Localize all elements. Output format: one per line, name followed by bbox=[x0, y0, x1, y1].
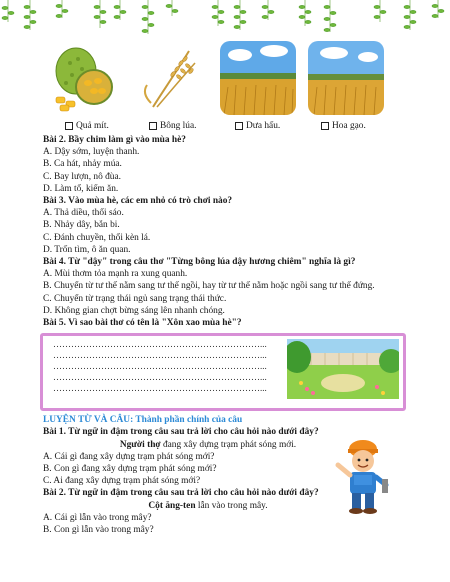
garden-scene-image bbox=[287, 339, 399, 399]
answer-option: A. Mùi thơm tỏa mạnh ra xung quanh. bbox=[43, 269, 188, 280]
answer-line[interactable]: ……………………………………………………………... bbox=[53, 361, 267, 372]
question-5-title: Bài 5. Vì sao bài thơ có tên là "Xôn xao mùa hè"? bbox=[43, 318, 242, 329]
question-3-title: Bài 3. Vào mùa hè, các em nhỏ có trò chơi nào? bbox=[43, 196, 233, 207]
answer-option: A. Thả diều, thổi sáo. bbox=[43, 208, 124, 219]
answer-line[interactable]: ……………………………………………………………... bbox=[53, 372, 267, 383]
answer-box bbox=[40, 333, 406, 411]
leaf-garland-decoration bbox=[0, 0, 450, 40]
answer-option: C. Chuyển từ trạng thái ngủ sang trạng thái thức. bbox=[43, 293, 227, 304]
checkbox-icon[interactable] bbox=[149, 122, 157, 130]
bold-phrase: Cột ăng-ten bbox=[148, 500, 196, 511]
checkbox-icon[interactable] bbox=[65, 122, 73, 130]
option-watermelon[interactable]: Dưa hấu. bbox=[235, 121, 280, 131]
option-kapok-flower[interactable]: Hoa gạo. bbox=[321, 121, 366, 131]
answer-line[interactable]: ……………………………………………………………... bbox=[53, 383, 267, 394]
answer-lines[interactable] bbox=[53, 339, 279, 394]
answer-option: C. Ai đang xây dựng trạm phát sóng mới? bbox=[43, 476, 201, 487]
answer-option: B. Con gì đang xây dựng trạm phát sóng mới? bbox=[43, 464, 217, 475]
answer-option: A. Cái gì lẫn vào trong mây? bbox=[43, 512, 152, 523]
worker-cartoon-image bbox=[330, 435, 396, 515]
answer-option: D. Không gian chợt bừng sáng lên nhanh chóng. bbox=[43, 305, 225, 316]
checkbox-icon[interactable] bbox=[235, 122, 243, 130]
checkbox-icon[interactable] bbox=[321, 122, 329, 130]
answer-option: C. Bay lượn, nô đùa. bbox=[43, 171, 122, 182]
answer-option: B. Chuyển từ tư thế nằm sang tư thế ngồi, hay từ tư thế nằm hoặc ngồi sang tư thế đứng. bbox=[43, 281, 375, 292]
question-4-title: Bài 4. Từ "dậy" trong câu thơ "Từng bông lúa dậy hương chiêm" nghĩa là gì? bbox=[43, 257, 356, 268]
option-rice-stalk[interactable]: Bông lúa. bbox=[149, 121, 196, 131]
sentence-rest: đang xây dựng trạm phát sóng mới. bbox=[160, 439, 297, 450]
answer-line[interactable]: ……………………………………………………………... bbox=[53, 339, 267, 350]
answer-option: A. Dậy sớm, luyện thanh. bbox=[43, 147, 140, 158]
section-title: LUYỆN TỪ VÀ CÂU: Thành phần chính của câu bbox=[43, 415, 243, 426]
answer-option: B. Con gì lẫn vào trong mây? bbox=[43, 525, 154, 536]
jackfruit-image bbox=[46, 41, 122, 115]
answer-option: C. Đánh chuyền, thổi kèn lá. bbox=[43, 232, 151, 243]
option-jackfruit[interactable]: Quả mít. bbox=[65, 121, 109, 131]
answer-line[interactable]: ……………………………………………………………... bbox=[53, 350, 267, 361]
rice-stalk-image bbox=[133, 41, 209, 115]
answer-option: B. Nhảy dây, bắn bi. bbox=[43, 220, 120, 231]
question-2-title: Bài 2. Bầy chim làm gì vào mùa hè? bbox=[43, 135, 186, 145]
sentence-rest: lẫn vào trong mây. bbox=[195, 500, 268, 511]
rice-field-image bbox=[220, 41, 296, 115]
picture-options bbox=[0, 121, 450, 133]
part2-question-2-title: Bài 2. Từ ngữ in đậm trong câu sau trả lời cho câu hỏi nào dưới đây? bbox=[43, 488, 319, 499]
answer-option: D. Trốn tìm, ô ăn quan. bbox=[43, 244, 131, 255]
answer-option: B. Ca hát, nhảy múa. bbox=[43, 159, 122, 170]
answer-option: D. Làm tổ, kiếm ăn. bbox=[43, 183, 119, 194]
rice-field-image-2 bbox=[308, 41, 384, 115]
picture-row bbox=[46, 41, 396, 115]
part2-question-1-title: Bài 1. Từ ngữ in đậm trong câu sau trả lời cho câu hỏi nào dưới đây? bbox=[43, 427, 319, 438]
bold-phrase: Người thợ bbox=[119, 439, 161, 450]
answer-option: A. Cái gì đang xây dựng trạm phát sóng mới? bbox=[43, 451, 215, 462]
